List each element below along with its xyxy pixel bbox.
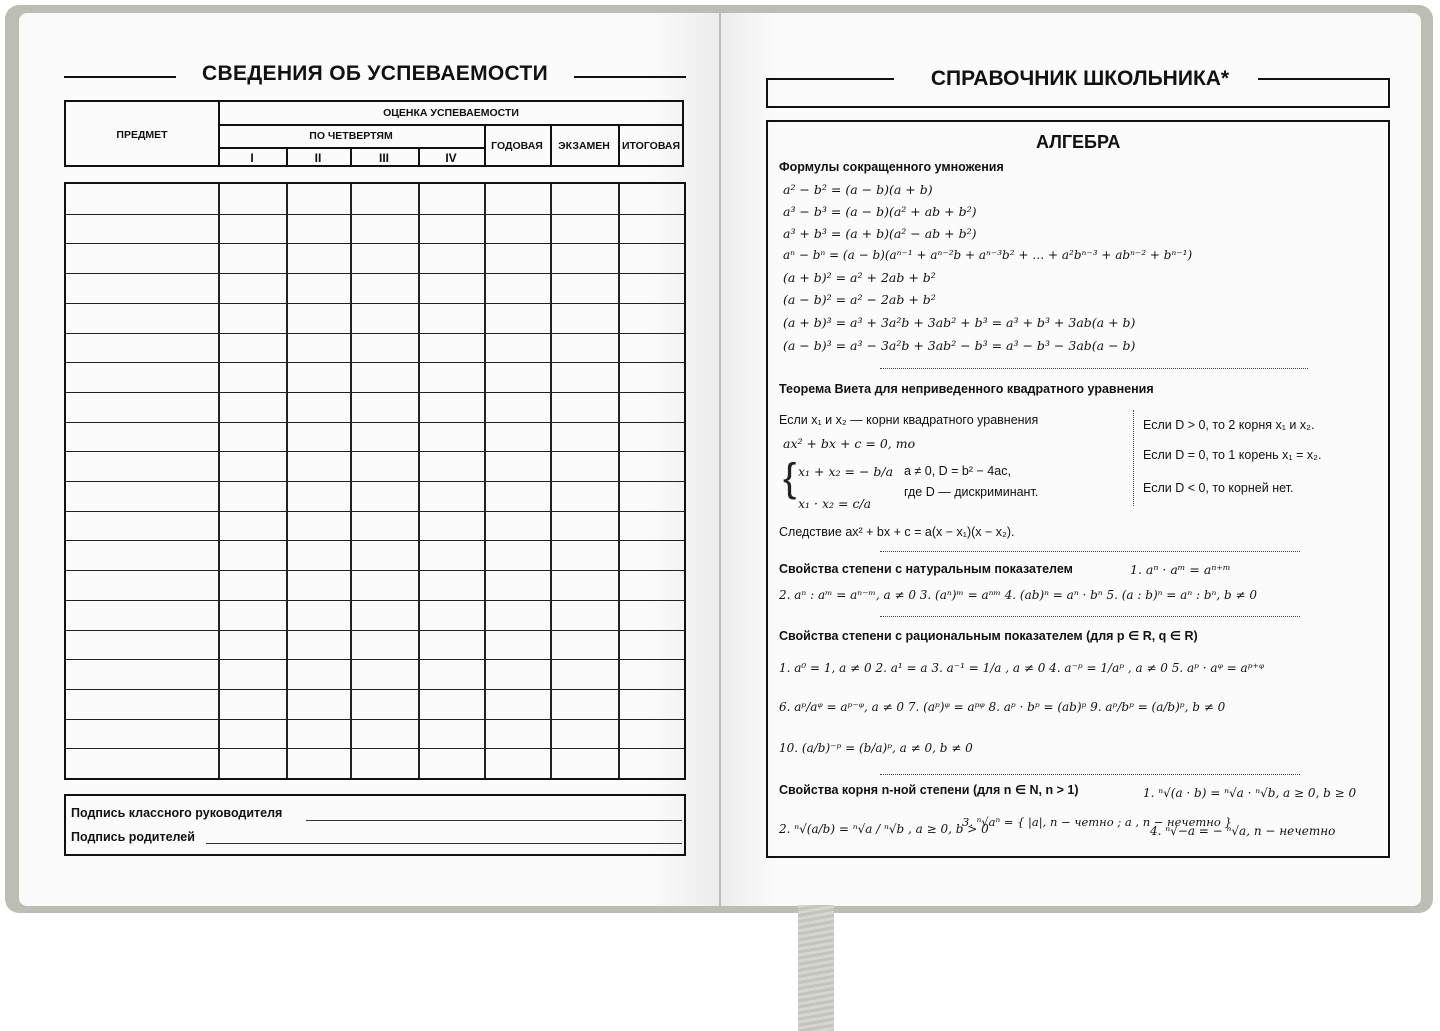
divider [880, 774, 1300, 775]
divider [880, 551, 1300, 552]
teacher-signature-label: Подпись классного руководителя [71, 806, 283, 820]
parents-signature-line[interactable] [206, 843, 682, 844]
nat-powers-line: 2. aⁿ : aᵐ = aⁿ⁻ᵐ, a ≠ 0 3. (aⁿ)ᵐ = aⁿᵐ 4. (ab)ⁿ = aⁿ · bⁿ 5. (a : b)ⁿ = aⁿ : bⁿ, b ≠ 0 [779, 588, 1258, 602]
table-row [66, 600, 684, 601]
table-row [66, 748, 684, 749]
title-rule-left [64, 76, 176, 78]
root-property-2: 2. ⁿ√(a/b) = ⁿ√a / ⁿ√b , a ≥ 0, b > 0 [779, 822, 989, 836]
formula: (a + b)² = a² + 2ab + b² [783, 270, 936, 285]
table-row [66, 719, 684, 720]
table-row [66, 540, 684, 541]
title-rule-right [574, 76, 686, 78]
teacher-signature-line[interactable] [306, 820, 682, 821]
bookmark-ribbon[interactable] [798, 905, 834, 1031]
vieta-sum: x₁ + x₂ = − b/a [798, 464, 894, 479]
system-brace: { [783, 456, 797, 500]
table-row [66, 689, 684, 690]
col-q2: II [314, 150, 322, 165]
abbrev-title: Формулы сокращенного умножения [779, 160, 1004, 174]
algebra-heading: АЛГЕБРА [1036, 132, 1121, 152]
table-row [66, 392, 684, 393]
formula: (a − b)² = a² − 2ab + b² [783, 292, 936, 307]
col-subject: ПРЕДМЕТ [116, 128, 168, 141]
vieta-condition: a ≠ 0, D = b² − 4ac, [904, 464, 1011, 478]
grades-table-body[interactable] [64, 182, 686, 780]
roots-title: Свойства корня n-ной степени (для n ∈ N, n > 1) [779, 783, 1079, 797]
vieta-corollary: Следствие ax² + bx + c = a(x − x₁)(x − x₂). [779, 525, 1015, 539]
table-row [66, 333, 684, 334]
nat-power-1: 1. aⁿ · aᵐ = aⁿ⁺ᵐ [1130, 562, 1231, 577]
col-annual: ГОДОВАЯ [491, 139, 543, 152]
table-row [66, 362, 684, 363]
vieta-case-zero: Если D = 0, то 1 корень x₁ = x₂. [1143, 448, 1322, 462]
table-row [66, 511, 684, 512]
table-row [66, 451, 684, 452]
grades-table-header [64, 100, 684, 167]
signatures-box [64, 794, 686, 856]
vieta-case-positive: Если D > 0, то 2 корня x₁ и x₂. [1143, 418, 1315, 432]
vieta-discriminant: где D — дискриминант. [904, 485, 1039, 499]
table-row [66, 303, 684, 304]
table-row [66, 630, 684, 631]
col-quarters: ПО ЧЕТВЕРТЯМ [309, 129, 393, 142]
table-row [66, 273, 684, 274]
vieta-case-negative: Если D < 0, то корней нет. [1143, 481, 1294, 495]
vieta-title: Теорема Виета для неприведенного квадратного уравнения [779, 382, 1154, 396]
formula: a³ + b³ = (a + b)(a² − ab + b²) [783, 226, 977, 241]
rat-powers-line3: 10. (a/b)⁻ᵖ = (b/a)ᵖ, a ≠ 0, b ≠ 0 [779, 741, 973, 755]
col-q3: III [378, 150, 389, 165]
formula: a³ − b³ = (a − b)(a² + ab + b²) [783, 204, 977, 219]
vieta-equation: ax² + bx + c = 0, то [783, 436, 916, 451]
col-q1: I [250, 150, 254, 165]
col-grades: ОЦЕНКА УСПЕВАЕМОСТИ [383, 107, 519, 119]
root-property-1: 1. ⁿ√(a · b) = ⁿ√a · ⁿ√b, a ≥ 0, b ≥ 0 [1143, 786, 1357, 800]
formula: (a − b)³ = a³ − 3a²b + 3ab² − b³ = a³ − b³ − 3ab(a − b) [783, 338, 1136, 353]
formula: (a + b)³ = a³ + 3a²b + 3ab² + b³ = a³ + b³ + 3ab(a + b) [783, 315, 1136, 330]
divider [880, 616, 1300, 617]
formula: a² − b² = (a − b)(a + b) [783, 182, 933, 197]
rat-powers-line1: 1. a⁰ = 1, a ≠ 0 2. a¹ = a 3. a⁻¹ = 1/a , a ≠ 0 4. a⁻ᵖ = 1/aᵖ , a ≠ 0 5. aᵖ · aᵠ = aᵖ⁺ᵠ [779, 661, 1265, 675]
ref-title: СПРАВОЧНИК ШКОЛЬНИКА* [930, 67, 1230, 90]
rat-powers-line2: 6. aᵖ/aᵠ = aᵖ⁻ᵠ, a ≠ 0 7. (aᵖ)ᵠ = aᵖᵠ 8. aᵖ · bᵖ = (ab)ᵖ 9. aᵖ/bᵖ = (a/b)ᵖ, b ≠ 0 [779, 700, 1226, 714]
table-row [66, 214, 684, 215]
grades-title: СВЕДЕНИЯ ОБ УСПЕВАЕМОСТИ [202, 62, 548, 85]
rat-powers-title: Свойства степени с рациональным показателем (для p ∈ R, q ∈ R) [779, 629, 1198, 643]
table-row [66, 570, 684, 571]
root-property-4: 4. ⁿ√−a = − ⁿ√a, n − нечетно [1150, 824, 1336, 838]
root-property-3-text: 3. ⁿ√aⁿ = { |a|, n − четно ; a , n − нечетно } [962, 815, 1232, 829]
vieta-product: x₁ · x₂ = c/a [798, 496, 872, 511]
table-row [66, 481, 684, 482]
nat-powers-title: Свойства степени с натуральным показателем [779, 562, 1073, 576]
formula: aⁿ − bⁿ = (a − b)(aⁿ⁻¹ + aⁿ⁻²b + aⁿ⁻³b² + … + a²bⁿ⁻³ + abⁿ⁻² + bⁿ⁻¹) [783, 248, 1193, 262]
vieta-text: Если x₁ и x₂ — корни квадратного уравнения [779, 413, 1039, 427]
vieta-separator [1133, 410, 1134, 506]
divider [880, 368, 1308, 369]
col-exam: ЭКЗАМЕН [558, 139, 610, 152]
table-row [66, 659, 684, 660]
table-row [66, 422, 684, 423]
col-final: ИТОГОВАЯ [621, 139, 681, 152]
col-q4: IV [445, 150, 457, 165]
table-row [66, 243, 684, 244]
parents-signature-label: Подпись родителей [71, 830, 195, 844]
